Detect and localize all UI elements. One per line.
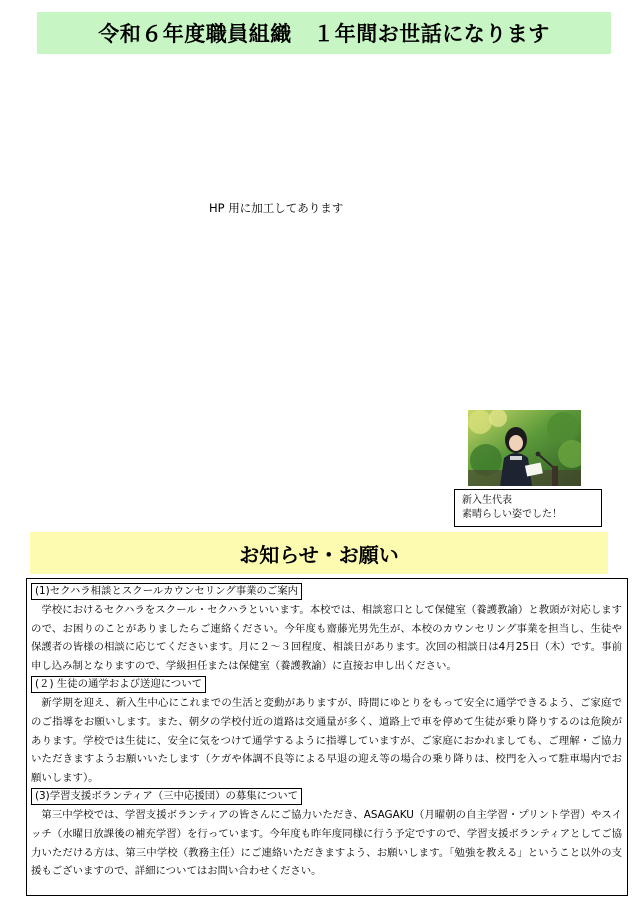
- section-3: [31, 787, 622, 880]
- section-2: [31, 675, 622, 787]
- section-3-body: 第三中学校では、学習支援ボランティアの皆さんにご協力いただき、ASAGAKU（月曜朝の自主学習・プリント学習）やスイッチ（水曜日放課後の補充学習）を行っています。今年度も昨年度同様に行う予定ですので、学習支援ボランティアとしてご協力いただける方は、第三中学校（教務主任）にご連絡いただきますよう、お願いします。「勉強を教える」ということ以外の支援もございますので、詳細についてはお問い合わせください。: [31, 809, 622, 878]
- section-3-heading: (3)学習支援ボランティア（三中応援団）の募集について: [31, 788, 302, 805]
- new-student-representative-photo: [468, 410, 581, 486]
- section-1-body: 学校におけるセクハラをスクール・セクハラといいます。本校では、相談窓口として保健室（養護教諭）と教頭が対応しますので、お困りのことがありましたらご連絡ください。今年度も齋藤光男先生が、本校のカウンセリング事業を担当し、生徒や保護者の皆様の相談に応じてくださいます。月に２～３回程度、相談日があります。次回の相談日は4月25日（木）です。事前申し込み制となりますので、学級担任または保健室（養護教諭）に直接お申し出ください。: [31, 604, 622, 672]
- notices-box: [26, 578, 628, 896]
- section-1-heading: (1)セクハラ相談とスクールカウンセリング事業のご案内: [31, 583, 302, 600]
- section-1: [31, 582, 622, 675]
- photo-caption-line-1: 新入生代表: [462, 495, 512, 506]
- hp-edit-note: HP 用に加工してあります: [209, 201, 344, 215]
- notices-title: お知らせ・お願い: [239, 542, 399, 567]
- page-title: 令和６年度職員組織 １年間お世話になります: [98, 22, 550, 46]
- photo-caption-line-2: 素晴らしい姿でした！: [462, 509, 562, 520]
- page-title-banner: [37, 12, 611, 54]
- photo-illustration: [468, 410, 581, 486]
- notices-banner: [30, 532, 608, 574]
- section-2-body: 新学期を迎え、新入生中心にこれまでの生活と変動がありますが、時間にゆとりをもって安全に通学できるよう、ご家庭でのご指導をお願いします。また、朝夕の学校付近の道路は交通量が多く、道路上で車を停めて生徒が乗り降りするのは危険があります。学校では生徒に、安全に気をつけて通学するように指導していますが、ご家庭におかれましても、ご理解・ご協力いただきますようお願いいたします（ケガや体調不良等による早退の迎え等の場合の乗り降りは、校門を入って駐車場内でお願いします）。: [31, 697, 622, 784]
- section-2-heading: (２) 生徒の通学および送迎について: [31, 676, 206, 693]
- photo-caption: [454, 489, 602, 527]
